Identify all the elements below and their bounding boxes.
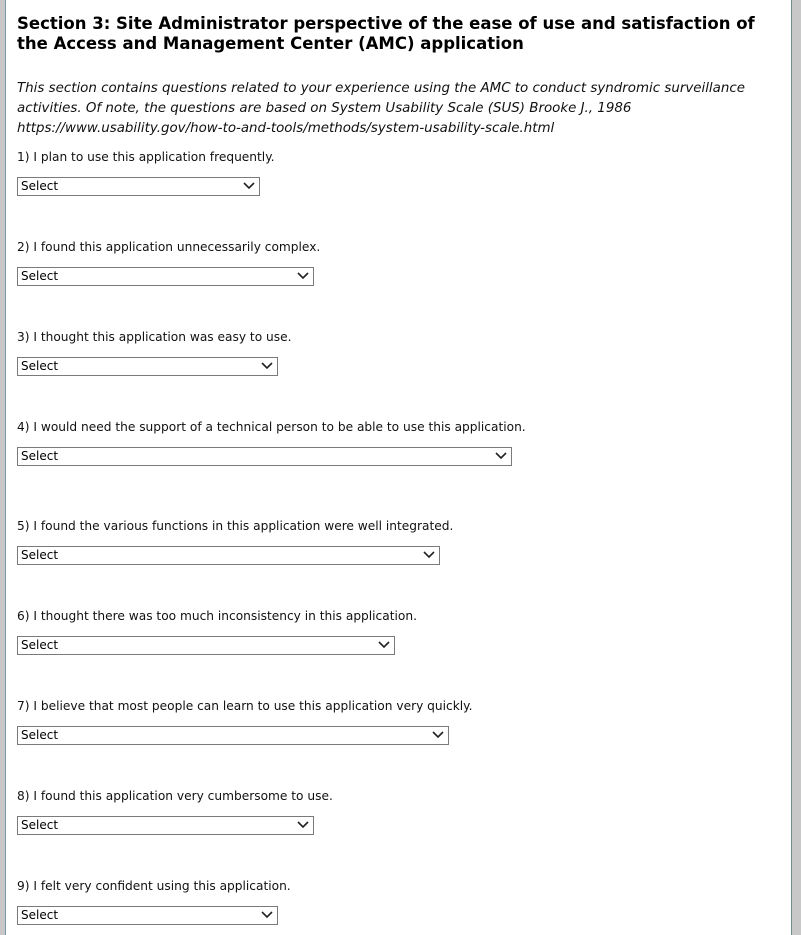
chevron-down-icon (378, 640, 390, 650)
section-title: Section 3: Site Administrator perspective of the ease of use and satisfaction of the Access and Management Center (AMC) application (17, 14, 755, 53)
question-7-select[interactable] (17, 726, 449, 745)
intro-line: This section contains questions related to your experience using the AMC to conduct syndromic surveillance (17, 81, 745, 96)
chevron-down-icon (297, 271, 309, 281)
question-8-select[interactable] (17, 816, 314, 835)
question-label: 6) I thought there was too much inconsistency in this application. (17, 609, 417, 623)
question-3-select[interactable] (17, 357, 278, 376)
question-9-select[interactable] (17, 906, 278, 925)
question-label: 7) I believe that most people can learn to use this application very quickly. (17, 699, 473, 713)
survey-page (5, 0, 792, 935)
select-value: Select (21, 359, 59, 373)
question-2-select[interactable] (17, 267, 314, 286)
intro-link: https://www.usability.gov/how-to-and-tools/methods/system-usability-scale.html (17, 121, 555, 136)
chevron-down-icon (261, 361, 273, 371)
select-value: Select (21, 638, 59, 652)
question-label: 1) I plan to use this application frequently. (17, 150, 275, 164)
select-value: Select (21, 818, 59, 832)
chevron-down-icon (297, 820, 309, 830)
question-label: 5) I found the various functions in this application were well integrated. (17, 519, 454, 533)
chevron-down-icon (495, 451, 507, 461)
question-5-select[interactable] (17, 546, 440, 565)
select-value: Select (21, 728, 59, 742)
chevron-down-icon (432, 730, 444, 740)
question-label: 4) I would need the support of a technical person to be able to use this application. (17, 420, 526, 434)
question-6-select[interactable] (17, 636, 395, 655)
select-value: Select (21, 179, 59, 193)
section-intro (17, 79, 777, 139)
select-value: Select (21, 269, 59, 283)
intro-line: activities. Of note, the questions are based on System Usability Scale (SUS) Brooke J., 1986 (17, 101, 632, 116)
question-label: 3) I thought this application was easy to use. (17, 330, 292, 344)
question-label: 2) I found this application unnecessarily complex. (17, 240, 321, 254)
select-value: Select (21, 449, 59, 463)
question-label: 8) I found this application very cumbersome to use. (17, 789, 333, 803)
chevron-down-icon (261, 910, 273, 920)
chevron-down-icon (423, 550, 435, 560)
question-label: 9) I felt very confident using this application. (17, 879, 291, 893)
question-4-select[interactable] (17, 447, 512, 466)
chevron-down-icon (243, 181, 255, 191)
select-value: Select (21, 908, 59, 922)
question-1-select[interactable] (17, 177, 260, 196)
select-value: Select (21, 548, 59, 562)
